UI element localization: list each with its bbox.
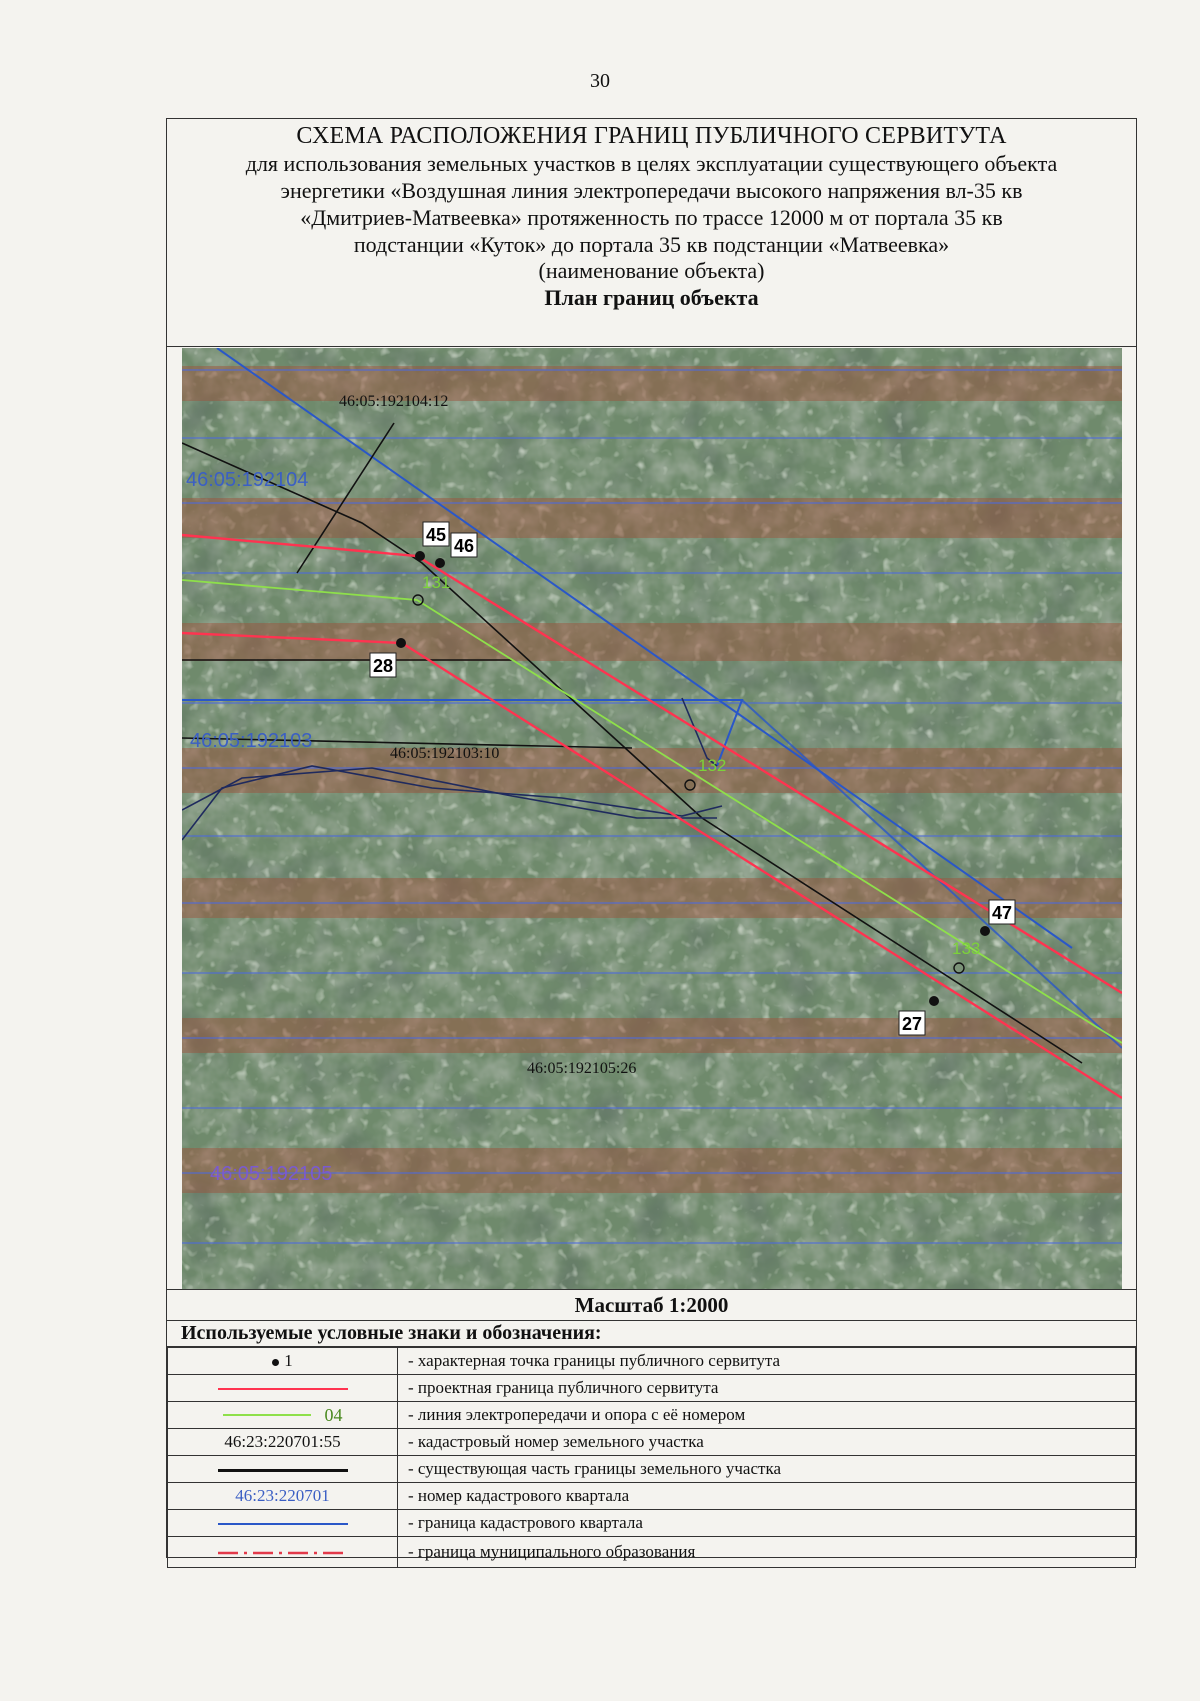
legend-symbol-quarter-number: 46:23:220701: [168, 1483, 398, 1510]
legend-symbol-parcel-boundary: [168, 1456, 398, 1483]
legend-text: - граница муниципального образования: [398, 1537, 1136, 1568]
legend-text: - кадастровый номер земельного участка: [398, 1429, 1136, 1456]
point-27-marker: [929, 996, 939, 1006]
legend-text: - характерная точка границы публичного сервитута: [398, 1348, 1136, 1375]
plan-title: План границ объекта: [544, 285, 759, 310]
green-line-icon: [223, 1414, 311, 1416]
point-label: 45: [426, 525, 447, 545]
legend-heading: Используемые условные знаки и обозначения:: [167, 1321, 1136, 1347]
legend-text: - граница кадастрового квартала: [398, 1510, 1136, 1537]
legend-row: [168, 1456, 1136, 1483]
cadastral-number-label: 46:05:192105:26: [527, 1060, 637, 1077]
point-label: 47: [992, 903, 1013, 923]
legend-symbol-municipal-boundary: [168, 1537, 398, 1568]
black-line-icon: [218, 1469, 348, 1472]
legend-row: [168, 1483, 1136, 1510]
map-scale: Масштаб 1:2000: [167, 1289, 1136, 1321]
description-line-1: для использования земельных участков в целях эксплуатации существующего объекта: [245, 151, 1058, 176]
description-line-2: энергетики «Воздушная линия электропередачи высокого напряжения вл-35 кв: [280, 178, 1023, 203]
title-block: [167, 119, 1136, 347]
object-name-caption: (наименование объекта): [538, 258, 765, 283]
legend-text: - проектная граница публичного сервитута: [398, 1375, 1136, 1402]
point-28-marker: [396, 638, 406, 648]
legend-point-number: 1: [284, 1351, 293, 1370]
legend-symbol-quarter-boundary: [168, 1510, 398, 1537]
legend-symbol-cadastral-number: 46:23:220701:55: [168, 1429, 398, 1456]
pole-label: 132: [698, 756, 727, 775]
scheme-frame: [166, 118, 1137, 1561]
legend-row: [168, 1348, 1136, 1375]
legend-text: - номер кадастрового квартала: [398, 1483, 1136, 1510]
dash-dot-line-icon: [218, 1550, 348, 1556]
legend-text: - линия электропередачи и опора с её номером: [398, 1402, 1136, 1429]
quarter-number-label: 46:05:192105: [210, 1163, 333, 1185]
point-45-marker: [415, 551, 425, 561]
map-svg: [182, 348, 1122, 1289]
legend-pole-number: 04: [324, 1404, 343, 1425]
description-line-4: подстанции «Куток» до портала 35 кв подстанции «Матвеевка»: [353, 232, 950, 257]
point-46-marker: [435, 558, 445, 568]
point-label: 27: [902, 1014, 923, 1034]
red-line-icon: [218, 1388, 348, 1390]
legend-row: [168, 1429, 1136, 1456]
blue-line-icon: [218, 1523, 348, 1525]
pole-label: 131: [422, 573, 451, 592]
legend-row: [168, 1510, 1136, 1537]
legend-row: [168, 1375, 1136, 1402]
cadastral-number-label: 46:05:192104:12: [339, 393, 449, 410]
pole-label: 133: [952, 939, 981, 958]
legend-text: - существующая часть границы земельного участка: [398, 1456, 1136, 1483]
map-area[interactable]: [182, 348, 1122, 1289]
scheme-title: СХЕМА РАСПОЛОЖЕНИЯ ГРАНИЦ ПУБЛИЧНОГО СЕРВИТУТА: [296, 123, 1007, 149]
point-47-marker: [980, 926, 990, 936]
point-dot-icon: [272, 1359, 279, 1366]
description-line-3: «Дмитриев-Матвеевка» протяженность по трассе 12000 м от портала 35 кв: [300, 205, 1003, 230]
legend-symbol-servitude: [168, 1375, 398, 1402]
quarter-number-label: 46:05:192103: [190, 730, 313, 752]
quarter-number-label: 46:05:192104: [186, 469, 309, 491]
point-label: 46: [454, 536, 475, 556]
point-label: 28: [373, 656, 394, 676]
legend-symbol-point: [168, 1348, 398, 1375]
legend-row: [168, 1537, 1136, 1568]
page-number: 30: [590, 70, 610, 92]
legend-table: [167, 1347, 1136, 1568]
legend-row: [168, 1402, 1136, 1429]
legend-symbol-power-line: [168, 1402, 398, 1429]
cadastral-number-label: 46:05:192103:10: [390, 745, 500, 762]
